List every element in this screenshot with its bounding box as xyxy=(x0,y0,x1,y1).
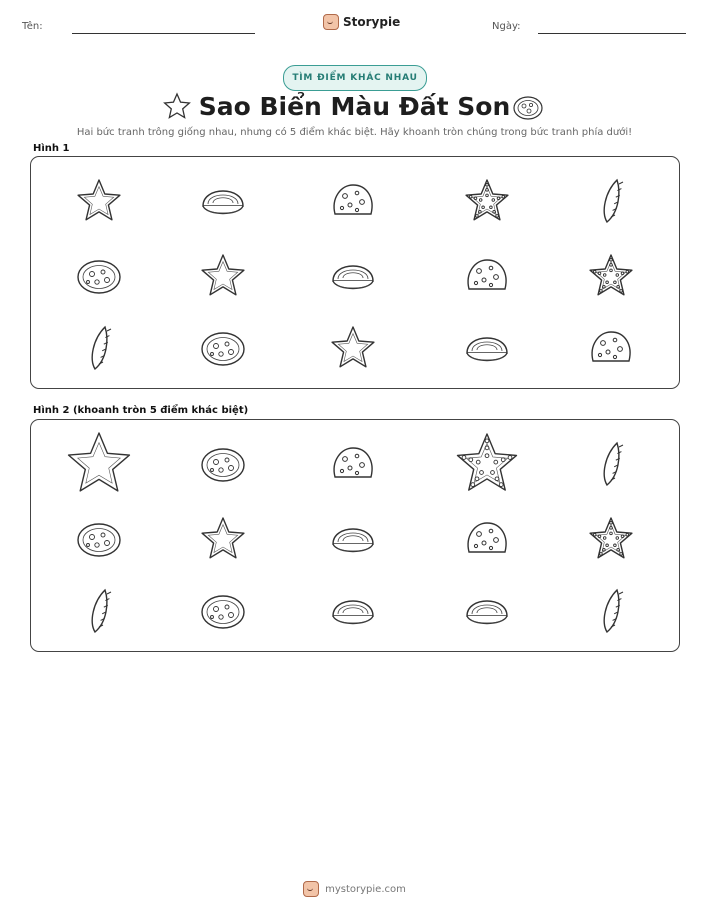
starfish-icon xyxy=(69,176,129,228)
pizza-coral-icon xyxy=(69,251,129,303)
date-line[interactable] xyxy=(538,33,686,34)
footer-site[interactable]: mystorypie.com xyxy=(325,883,406,895)
starfish-icon xyxy=(193,251,253,303)
title-coral-icon xyxy=(512,94,544,122)
sponge-icon[interactable] xyxy=(457,514,517,566)
clam-icon xyxy=(193,176,253,228)
sea-cucumber-icon[interactable] xyxy=(581,439,641,491)
name-label: Tên: xyxy=(22,21,43,32)
pizza-coral-icon xyxy=(193,323,253,375)
picture-1-label: Hình 1 xyxy=(33,143,70,154)
sea-cucumber-icon[interactable] xyxy=(69,586,129,638)
picture-2-label: Hình 2 (khoanh tròn 5 điểm khác biệt) xyxy=(33,405,249,416)
brand-logo xyxy=(323,14,400,30)
starfish-icon[interactable] xyxy=(193,514,253,566)
starfish-dots-icon xyxy=(581,251,641,303)
sea-cucumber-icon[interactable] xyxy=(581,586,641,638)
picture-2-panel[interactable] xyxy=(30,419,680,652)
pizza-coral-icon[interactable] xyxy=(193,439,253,491)
clam-icon[interactable] xyxy=(323,586,383,638)
sponge-icon[interactable] xyxy=(323,439,383,491)
sea-cucumber-icon xyxy=(581,176,641,228)
footer xyxy=(0,881,709,897)
starfish-dots-large-icon[interactable] xyxy=(457,439,517,491)
clam-icon xyxy=(457,323,517,375)
sea-cucumber-icon xyxy=(69,323,129,375)
pizza-coral-icon[interactable] xyxy=(193,586,253,638)
starfish-dots-icon[interactable] xyxy=(581,514,641,566)
starfish-large-icon[interactable] xyxy=(69,439,129,491)
clam-icon[interactable] xyxy=(457,586,517,638)
sponge-icon xyxy=(457,251,517,303)
brand-name: Storypie xyxy=(343,15,401,29)
sponge-icon xyxy=(323,176,383,228)
starfish-icon xyxy=(323,323,383,375)
clam-icon xyxy=(323,251,383,303)
clam-icon[interactable] xyxy=(323,514,383,566)
pizza-coral-icon[interactable] xyxy=(69,514,129,566)
activity-badge: TÌM ĐIỂM KHÁC NHAU xyxy=(283,65,427,91)
storypie-icon xyxy=(303,881,319,897)
starfish-dots-icon xyxy=(457,176,517,228)
instructions-text: Hai bức tranh trông giống nhau, nhưng có 5 điểm khác biệt. Hãy khoanh tròn chúng trong bức tranh phía dưới! xyxy=(76,127,633,138)
picture-1-panel xyxy=(30,156,680,389)
name-line[interactable] xyxy=(72,33,255,34)
page-title: Sao Biển Màu Đất Son xyxy=(198,92,511,121)
sponge-icon xyxy=(581,323,641,375)
date-label: Ngày: xyxy=(492,21,521,32)
storypie-icon xyxy=(323,14,339,30)
